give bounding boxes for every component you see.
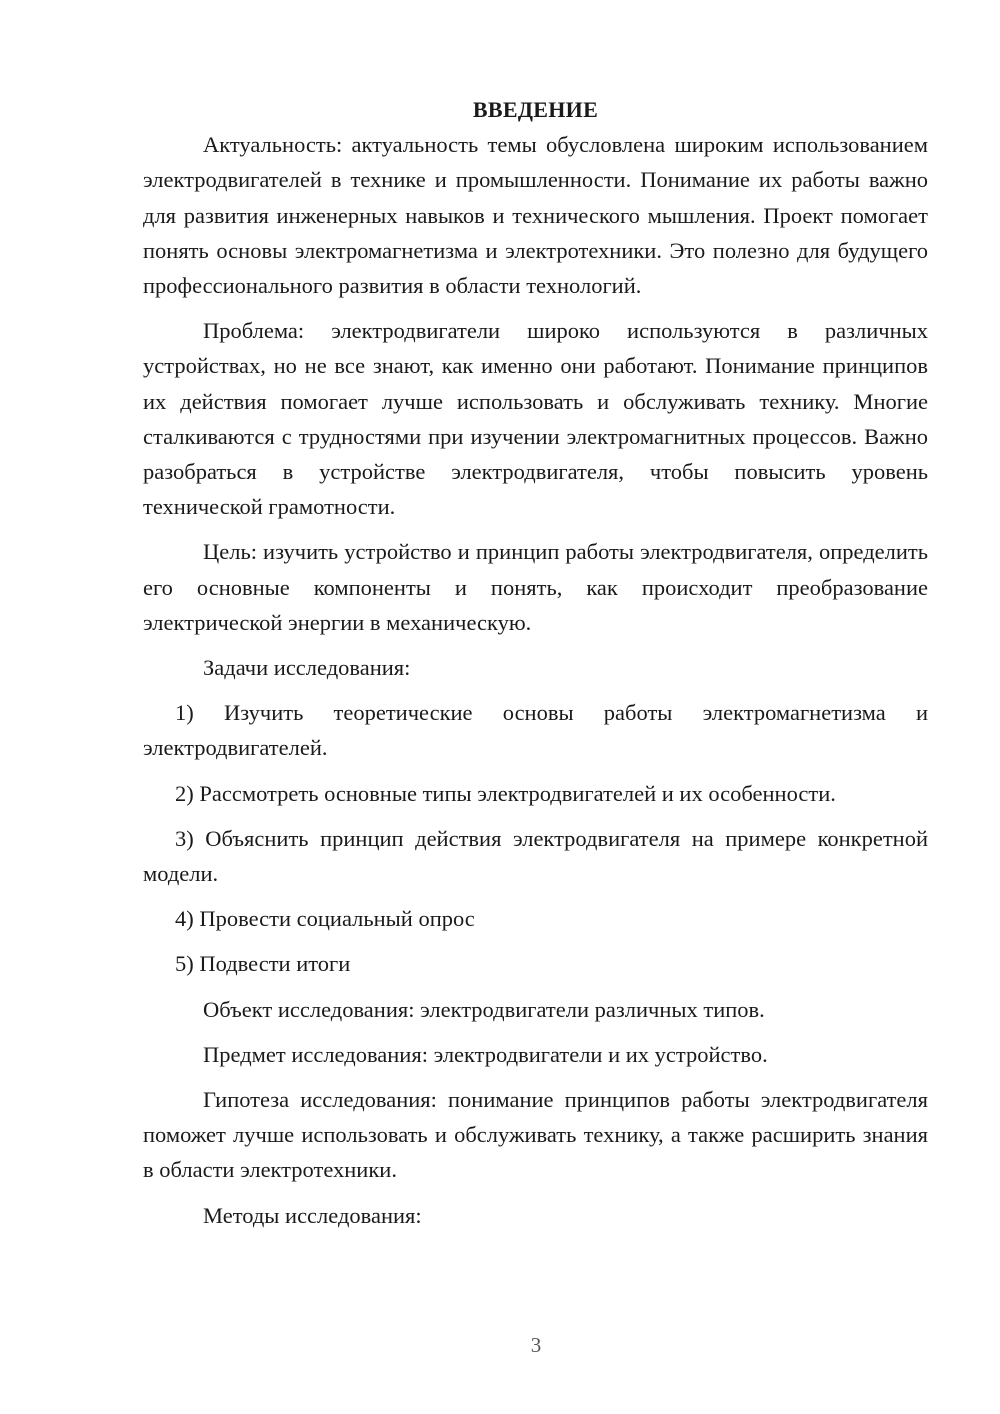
paragraph-subject: Предмет исследования: электродвигатели и их устройство.	[203, 1041, 768, 1067]
task-item-2: 2) Рассмотреть основные типы электродвигателей и их особенности.	[175, 780, 836, 806]
section-title: ВВЕДЕНИЕ	[472, 97, 599, 122]
task-item-5: 5) Подвести итоги	[175, 951, 351, 977]
task-item-4: 4) Провести социальный опрос	[175, 906, 475, 932]
paragraph-hypothesis: Гипотеза исследования: понимание принципов работы электродвигателя поможет лучше использовать и обслуживать технику, а также расширить знания в области электротехники.	[143, 1087, 928, 1183]
paragraph-goal: Цель: изучить устройство и принцип работы электродвигателя, определить его основные компоненты и понять, как происходит преобразование электрической энергии в механическую.	[143, 539, 928, 635]
methods-heading: Методы исследования:	[203, 1202, 422, 1228]
page-content	[143, 92, 928, 1243]
page-number: 3	[530, 1333, 542, 1357]
paragraph-problem: Проблема: электродвигатели широко используются в различных устройствах, но не все знают, как именно они работают. Понимание принципов их действия помогает лучше использовать и обслуживать технику. Многие сталкиваются с трудностями при изучении электромагнитных процессов. Важно разобраться в устройстве электродвигателя, чтобы повысить уровень технической грамотности.	[143, 318, 928, 520]
task-item-3: 3) Объяснить принцип действия электродвигателя на примере конкретной модели.	[143, 825, 928, 887]
task-item-1: 1) Изучить теоретические основы работы электромагнетизма и электродвигателей.	[143, 700, 928, 761]
paragraph-relevance: Актуальность: актуальность темы обусловлена широким использованием электродвигателей в технике и промышленности. Понимание их работы важно для развития инженерных навыков и технического мышления. Проект помогает понять основы электромагнетизма и электротехники. Это полезно для будущего профессионального развития в области технологий.	[143, 132, 928, 299]
paragraph-object: Объект исследования: электродвигатели различных типов.	[203, 996, 765, 1022]
tasks-heading: Задачи исследования:	[203, 655, 411, 681]
